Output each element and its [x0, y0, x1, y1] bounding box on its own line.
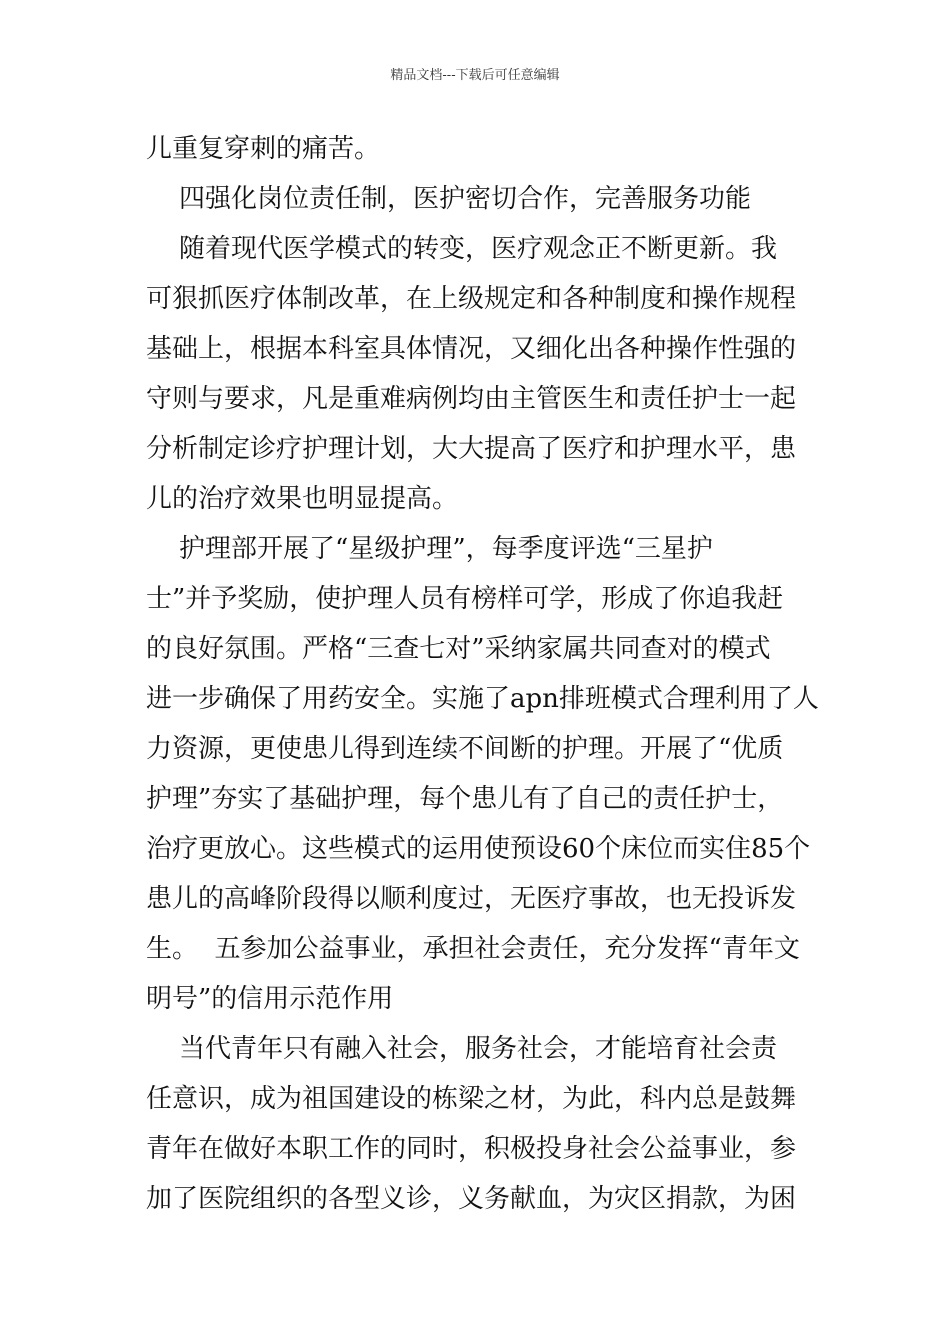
body-line: 任意识，成为祖国建设的栋梁之材，为此，科内总是鼓舞	[146, 1084, 797, 1114]
body-line: 力资源，更使患儿得到连续不间断的护理。开展了“优质	[146, 734, 784, 764]
body-line: 随着现代医学模式的转变，医疗观念正不断更新。我	[146, 234, 778, 264]
body-line: 治疗更放心。这些模式的运用使预设60个床位而实住85个	[146, 834, 811, 864]
body-line: 加了医院组织的各型义诊，义务献血，为灾区捐款，为困	[146, 1184, 797, 1214]
body-line: 儿的治疗效果也明显提高。	[146, 484, 459, 514]
body-line: 分析制定诊疗护理计划，大大提高了医疗和护理水平，患	[146, 434, 797, 464]
body-line: 护理部开展了“星级护理”，每季度评选“三星护	[146, 534, 713, 564]
body-line: 生。 五参加公益事业，承担社会责任，充分发挥“青年文	[146, 934, 800, 964]
body-line: 当代青年只有融入社会，服务社会，才能培育社会责	[146, 1034, 778, 1064]
body-line: 士”并予奖励，使护理人员有榜样可学，形成了你追我赶	[146, 584, 784, 614]
body-line: 青年在做好本职工作的同时，积极投身社会公益事业，参	[146, 1134, 797, 1164]
page-header: 精品文档---下载后可任意编辑	[390, 68, 560, 83]
body-line: 基础上，根据本科室具体情况，又细化出各种操作性强的	[146, 334, 797, 364]
body-line: 的良好氛围。严格“三查七对”采纳家属共同查对的模式	[146, 634, 771, 664]
body-line: 儿重复穿刺的痛苦。	[146, 134, 381, 164]
body-line: 守则与要求，凡是重难病例均由主管医生和责任护士一起	[146, 384, 797, 414]
body-line: 可狠抓医疗体制改革，在上级规定和各种制度和操作规程	[146, 284, 797, 314]
body-line: 明号”的信用示范作用	[146, 984, 394, 1014]
section-heading-4: 四强化岗位责任制，医护密切合作，完善服务功能	[146, 184, 752, 214]
body-line: 患儿的高峰阶段得以顺利度过，无医疗事故，也无投诉发	[146, 884, 797, 914]
body-line: 进一步确保了用药安全。实施了apn排班模式合理利用了人	[146, 684, 819, 714]
body-line: 护理”夯实了基础护理，每个患儿有了自己的责任护士，	[146, 784, 784, 814]
